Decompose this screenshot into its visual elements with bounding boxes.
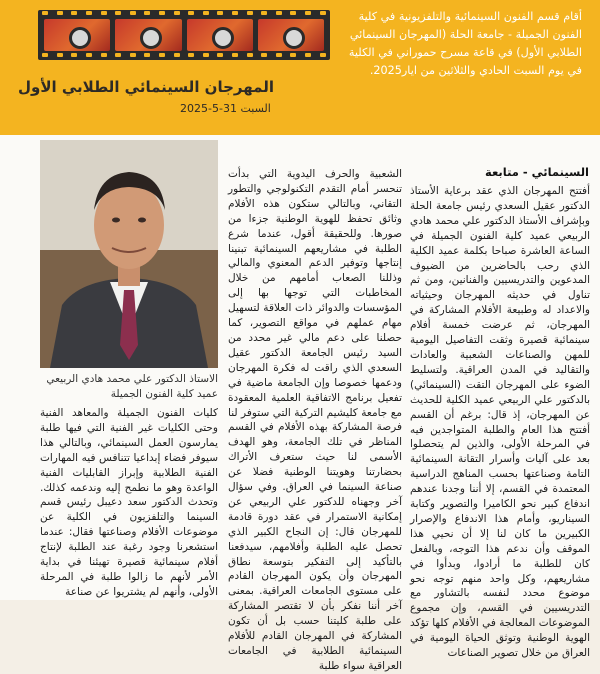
film-frames [44, 19, 324, 51]
dean-portrait-photo [40, 140, 218, 368]
article-column-right: أفتتح المهرجان الذي عقد برعاية الأستاذ الدكتور عقيل السعدي رئيس جامعة الحلة وبإشراف الأستاذ الدكتور علي محمد هادي الربيعي عميد كلية الفنون الجميلة في الساعة العاشرة صباحا بكلمة عميد الكلية الذي رحب بالحاضرين من الضيوف المدعوين والتدريسيين والفنانين، ومن ثم تناول في حديثه المهرجان وحيثياته والاعداد له وطبيعة الأفلام المشاركة في المهرجان، ثم عرضت خمسة أفلام سينمائية قصيرة وثقت التفاصيل اليومية للمهن والصناعات الشعبية والعادات والتقاليد في المدن العراقية. ولتسليط الضوء على المهرجان التقت (السينمائي) بالدكتور علي الربيعي عميد الكلية للحديث عن المهرجان، إذ قال: برغم أن القسم أفتتح هذا العام والطلبة المتواجدين فيه في المرحلة الأولى، والذين لم يتحصلوا بعد على آليات وأسرار التقانة السينمائية التامة وصناعتها بحسب المناهج الدراسية المعتمدة في القسم، إلا أننا وجدنا عندهم اندفاع كبير نحو الكاميرا والتصوير وكتابة السيناريو، وأمام هذا الاندفاع والإصرار الكبيرين ما كان لنا إلا أن نحيي هذا الموقف وأن ندعم هذا التوجه، وبالفعل كان للطلبة ما أرادوا، وبدأوا في مشاريعهم، وكل واحد منهم توجه نحو موضوع محدد لنفسه بالتشاور مع التدريسيين في القسم، وإن مجموع الموضوعات المعالجة في الأفلام كلها تؤكد الهوية الوطنية وتوثق الحياة اليومية في العراق من خلال تصوير الصناعات [410, 185, 590, 660]
caption-title: عميد كلية الفنون الجميلة [110, 388, 218, 400]
header-banner [0, 0, 600, 135]
portrait-illustration [40, 140, 218, 368]
festival-date: السبت 31-5-2025 [180, 102, 271, 115]
intro-text: أقام قسم الفنون السينمائية والتلفزيونية في كلية الفنون الجميلة - جامعة الحلة (المهرجان السينمائي الطلابي الأول) في قاعة مسرح حموراني في الكلية في يوم السبت الحادي والثلاثين من ايار2025. [348, 10, 582, 77]
film-strip-graphic [38, 10, 330, 60]
photo-caption [40, 372, 218, 402]
article-column-middle: الشعبية والحرف اليدوية التي بدأت تنحسر أمام التقدم التكنولوجي والتطور التقاني، وبالتالي ستكون هذه الأفلام وثائق تحفظ للهوية الوطنية جزءا من صورها. وللحقيقة أقول، عندما شرع الطلبة في مشاريعهم السينمائية تبنينا إنتاجها وتوفير الدعم المعنوي والمالي وذللنا الصعاب أمامهم من خلال المخاطبات التي توجها بها إلى المؤسسات والدوائر ذات العلاقة لتسهيل مهام عملهم في مواقع التصوير، كما حصلنا على دعم مالي غير محدد من السيد رئيس الجامعة الدكتور عقيل السعدي الذي راقت له فكرة المهرجان ودعمها خصوصا وإن الجامعة ماضية في تفعيل برنامج الاتفاقية العلمية المعقودة مع جامعة كليشيم التركية التي ستوفر لنا فرصة المشاركة بهذه الأفلام في القسم المناظر في تلك الجامعة، وهو الهدف الأسمى لنا حيث ستعرف الأتراك بحضارتنا وهويتنا الوطنية فضلا عن صناعة السينما في العراق. وفي سؤال آخر وجهناه للدكتور علي الربيعي عن إمكانية الاستمرار في عقد دورة قادمة للمهرجان قال: إن النجاح الكبير الذي تحصل عليه الطلبة وأفلامهم، سيدفعنا بالتأكيد إلى التفكير بتوسعة نطاق المهرجان وأن يكون المهرجان القادم على مستوى الجامعات العراقية. بمعنى آخر أننا نفكر بأن لا تقتصر المشاركة على طلبة كليتنا حسب بل أن تكون المشاركة في المهرجان القادم للأفلام السينمائية الطلابية في الجامعات العراقية سواء طلبة [228, 168, 402, 672]
film-reel-icon [44, 19, 110, 51]
film-reel-icon [258, 19, 324, 51]
section-label: السينمائي - متابعة [484, 165, 589, 179]
film-reel-icon [115, 19, 181, 51]
caption-name: الاستاذ الدكتور علي محمد هادي الربيعي [46, 373, 218, 385]
article-column-left: كليات الفنون الجميلة والمعاهد الفنية وحتى الكليات غير الفنية التي فيها طلبة يمارسون العمل السينمائي، وبالتالي هذا سيوفر فضاء إبداعيا تتنافس فيه المهارات الفنية الطلابية وإبراز القابليات الفنية الواعدة وهو ما نطمح إليه وندعمه كذلك. وتحدث الدكتور سعد دعيبل رئيس قسم السينما والتلفزيون في الكلية عن موضوعات الأفلام وصناعتها فقال: عندما استشعرنا وجود رغبة عند الطلبة لإنتاج أفلام سينمائية قصيرة تهيئنا في بداية الأمر لأنهم ما زالوا طلبة في المرحلة الأولى، وأنهم لم يشتريوا عن صناعة [40, 407, 218, 598]
film-perforations-bottom [38, 53, 330, 59]
film-reel-icon [187, 19, 253, 51]
festival-title: المهرجان السينمائي الطلابي الأول [18, 78, 274, 96]
film-perforations-top [38, 11, 330, 17]
